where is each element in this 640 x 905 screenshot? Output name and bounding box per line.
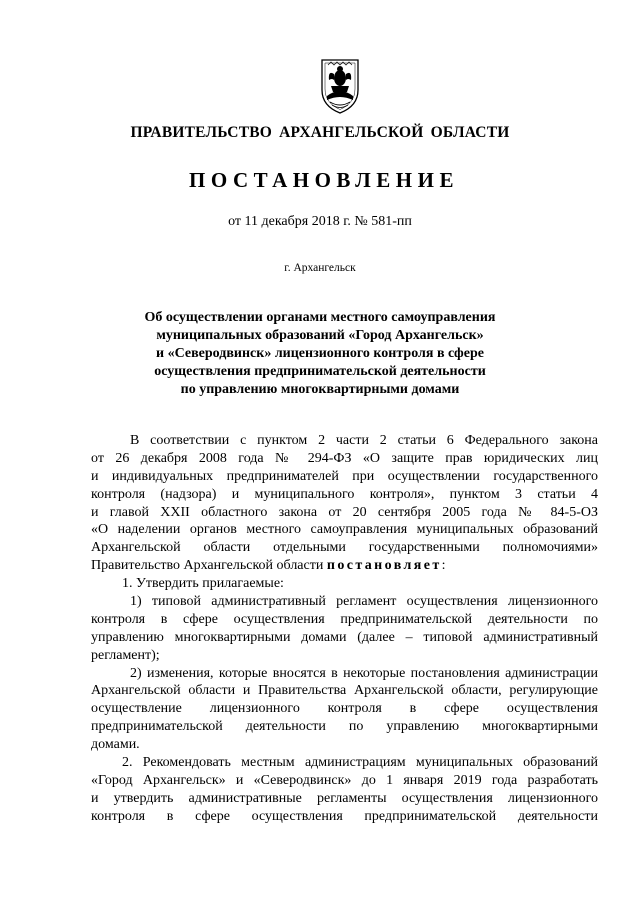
title-line: осуществления предпринимательской деятельности [154, 364, 486, 379]
document-date-number: от 11 декабря 2018 г. № 581-пп [228, 214, 412, 229]
resolution-suffix: : [441, 558, 446, 574]
body-line: и индивидуальных предпринимателей при осуществлении государственного [91, 468, 598, 484]
document-type: ПОСТАНОВЛЕНИЕ [189, 168, 459, 192]
government-name: ПРАВИТЕЛЬСТВО АРХАНГЕЛЬСКОЙ ОБЛАСТИ [130, 124, 510, 141]
body-line: и главой XXII областного закона от 20 сентября 2005 года № 84-5-ОЗ [91, 504, 598, 520]
body-line: осуществление лицензионного контроля в сфере осуществления [91, 701, 598, 717]
title-line: муниципальных образований «Город Архангельск» [156, 328, 484, 343]
body-line: от 26 декабря 2008 года № 294-ФЗ «О защите прав юридических лиц [91, 450, 598, 466]
body-line: Архангельской области отдельными государственными полномочиями» [91, 540, 598, 556]
body-line: 2) изменения, которые вносятся в некоторые постановления администрации [130, 665, 598, 681]
title-line: и «Северодвинск» лицензионного контроля в сфере [156, 346, 484, 361]
body-line: «О наделении органов местного самоуправления муниципальных образований [91, 522, 598, 538]
resolution-prefix: Правительство Архангельской области [91, 558, 327, 574]
body-line-resolution [91, 557, 598, 575]
body-line: предпринимательской деятельности по управлению многоквартирными [91, 719, 598, 735]
body-line: домами. [91, 737, 140, 753]
item-2: 2. Рекомендовать местным администрациям муниципальных образований [122, 755, 598, 771]
body-line: контроля (надзора) и муниципального контроля», пунктом 3 статьи 4 [91, 486, 598, 502]
title-line: Об осуществлении органами местного самоуправления [144, 310, 496, 325]
resolution-keyword: постановляет [326, 558, 442, 574]
document-body [91, 432, 598, 826]
body-line: управлению многоквартирными домами (далее – типовой административный [91, 629, 598, 645]
body-line: и утвердить административные регламенты осуществления лицензионного [91, 790, 598, 806]
body-line: контроля в сфере осуществления предпринимательской деятельности [91, 808, 598, 824]
body-line: В соответствии с пунктом 2 части 2 статьи 6 Федерального закона [130, 433, 598, 448]
body-line: регламент); [91, 647, 160, 663]
coat-of-arms-icon [318, 56, 362, 116]
body-line: Архангельской области и Правительства Архангельской области, регулирующие [91, 683, 598, 699]
item-1: 1. Утвердить прилагаемые: [122, 576, 284, 592]
document-title [120, 309, 520, 399]
body-line: контроля в сфере осуществления предпринимательской деятельности по [91, 611, 598, 627]
document-city: г. Архангельск [284, 262, 356, 274]
body-line: «Город Архангельск» и «Северодвинск» до 1 января 2019 года разработать [91, 772, 598, 788]
title-line: по управлению многоквартирными домами [180, 382, 460, 397]
body-line: 1) типовой административный регламент осуществления лицензионного [130, 594, 598, 610]
